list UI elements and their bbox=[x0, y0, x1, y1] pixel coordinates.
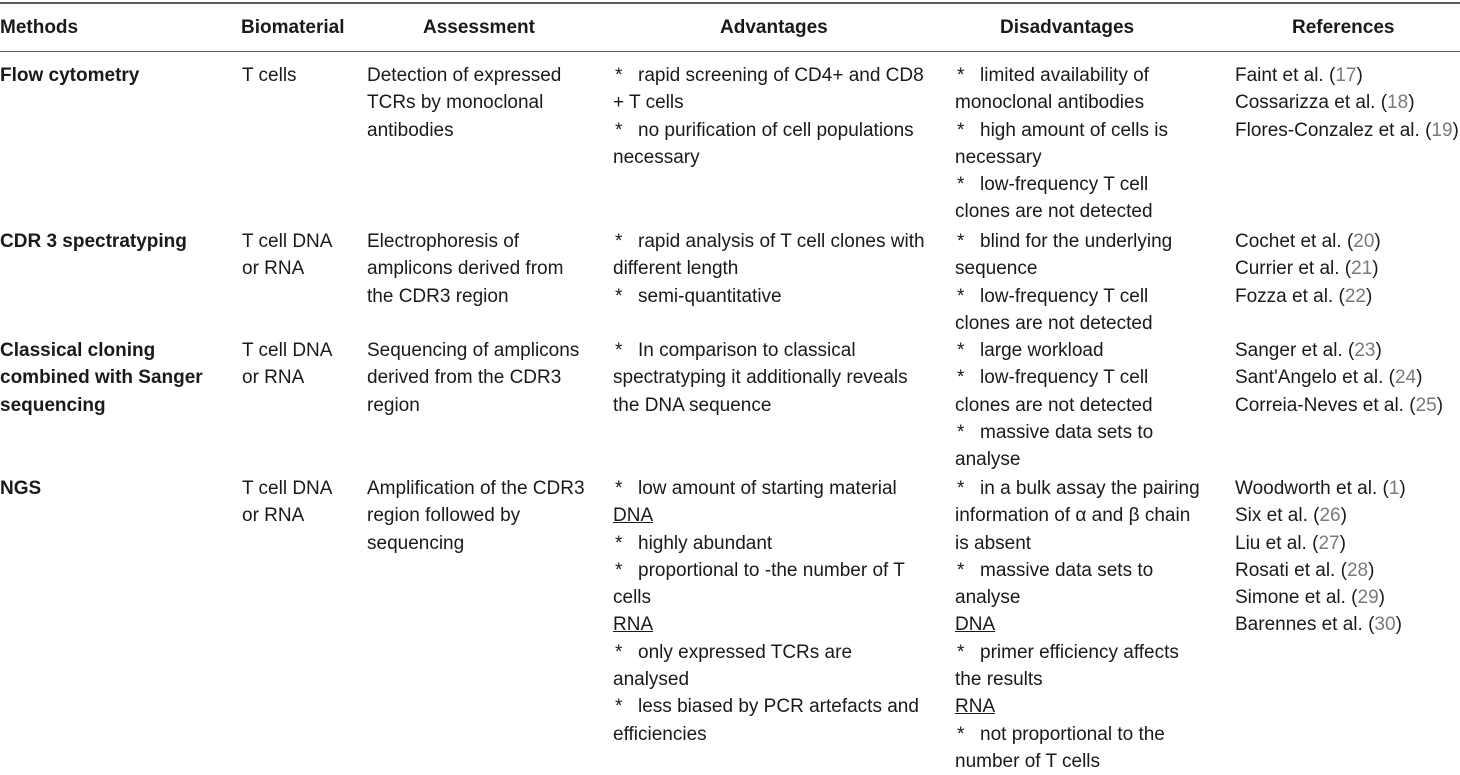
advantages-line bbox=[613, 557, 919, 584]
disadvantages-line bbox=[955, 557, 1200, 584]
reference-author: Six et al. ( bbox=[1235, 505, 1320, 527]
method-line: sequencing bbox=[0, 394, 106, 416]
reference-number: 22 bbox=[1344, 285, 1366, 307]
reference-close: ) bbox=[1340, 505, 1347, 527]
method-cell bbox=[0, 228, 187, 255]
bullet-icon: * bbox=[615, 231, 623, 252]
method-line: Flow cytometry bbox=[0, 65, 140, 86]
method-cell bbox=[0, 475, 41, 502]
disadvantages-cell bbox=[955, 475, 1200, 775]
reference-line bbox=[1235, 228, 1381, 255]
disadvantages-line bbox=[955, 392, 1153, 419]
reference-number: 26 bbox=[1319, 505, 1341, 527]
reference-number: 21 bbox=[1351, 258, 1373, 280]
reference-author: Cochet et al. ( bbox=[1235, 231, 1354, 252]
disadvantages-line bbox=[955, 171, 1168, 198]
reference-number: 24 bbox=[1394, 367, 1417, 389]
bullet-icon: * bbox=[615, 641, 623, 663]
reference-line bbox=[1235, 530, 1406, 557]
reference-line bbox=[1235, 89, 1459, 116]
assessment-line: Detection of expressed bbox=[367, 65, 562, 86]
assessment-cell bbox=[367, 337, 579, 419]
item-text: rapid screening of CD4+ and CD8 bbox=[638, 65, 924, 86]
item-text: analyse bbox=[955, 587, 1021, 609]
disadvantages-line bbox=[955, 255, 1172, 282]
reference-close: ) bbox=[1375, 340, 1382, 361]
bullet-icon: * bbox=[957, 641, 965, 663]
assessment-cell bbox=[367, 228, 563, 310]
reference-author: Currier et al. ( bbox=[1235, 258, 1352, 280]
item-text: analyse bbox=[955, 449, 1021, 471]
bullet-icon: * bbox=[957, 174, 965, 196]
assessment-line: antibodies bbox=[367, 119, 454, 141]
item-text: less biased by PCR artefacts and bbox=[638, 696, 919, 718]
disadvantages-line bbox=[955, 419, 1153, 446]
advantages-line bbox=[613, 283, 925, 310]
assessment-line: region followed by bbox=[367, 505, 521, 527]
reference-author: Faint et al. ( bbox=[1235, 65, 1336, 86]
assessment-line: amplicons derived from bbox=[367, 258, 564, 280]
disadvantages-line bbox=[955, 475, 1200, 502]
item-text: no purification of cell populations bbox=[638, 119, 914, 141]
item-text: the results bbox=[955, 669, 1043, 691]
disadvantages-line bbox=[955, 144, 1168, 171]
advantages-line bbox=[613, 502, 919, 529]
disadvantages-line bbox=[955, 639, 1200, 666]
advantages-cell bbox=[613, 337, 908, 419]
disadvantages-line bbox=[955, 337, 1153, 364]
assessment-line: Amplification of the CDR3 bbox=[367, 478, 585, 499]
advantages-line bbox=[613, 337, 908, 364]
item-text: large workload bbox=[980, 340, 1104, 361]
reference-close: ) bbox=[1416, 367, 1423, 389]
reference-number: 25 bbox=[1415, 394, 1437, 416]
item-text: analysed bbox=[613, 669, 690, 691]
method-cell bbox=[0, 62, 139, 89]
item-text: low-frequency T cell bbox=[980, 285, 1149, 307]
item-text: clones are not detected bbox=[955, 201, 1153, 223]
disadvantages-cell bbox=[955, 62, 1168, 226]
reference-close: ) bbox=[1452, 119, 1459, 141]
reference-number: 20 bbox=[1353, 231, 1375, 252]
method-line: combined with Sanger bbox=[0, 367, 203, 389]
reference-close: ) bbox=[1399, 478, 1406, 499]
bullet-icon: * bbox=[957, 478, 965, 499]
disadvantages-line bbox=[955, 310, 1172, 337]
advantages-line bbox=[613, 693, 919, 720]
bullet-icon: * bbox=[957, 285, 965, 307]
subheading: RNA bbox=[613, 614, 654, 636]
disadvantages-line bbox=[955, 364, 1153, 391]
header-biomaterial: Biomaterial bbox=[241, 17, 345, 38]
reference-number: 17 bbox=[1335, 65, 1357, 86]
bullet-icon: * bbox=[957, 421, 965, 443]
reference-close: ) bbox=[1436, 394, 1444, 416]
assessment-cell bbox=[367, 62, 561, 144]
reference-line bbox=[1235, 502, 1406, 529]
header-rule bbox=[0, 51, 1460, 52]
advantages-line bbox=[613, 530, 919, 557]
disadvantages-line bbox=[955, 198, 1168, 225]
reference-number: 23 bbox=[1354, 340, 1376, 361]
bullet-icon: * bbox=[615, 65, 623, 86]
advantages-line bbox=[613, 62, 924, 89]
bullet-icon: * bbox=[957, 723, 965, 745]
advantages-line bbox=[613, 117, 924, 144]
biomaterial-line: T cell DNA bbox=[242, 478, 333, 499]
biomaterial-line: T cells bbox=[242, 65, 297, 86]
advantages-cell bbox=[613, 228, 925, 310]
reference-author: Cossarizza et al. ( bbox=[1235, 92, 1388, 114]
bullet-icon: * bbox=[957, 340, 965, 361]
reference-author: Barennes et al. ( bbox=[1235, 614, 1375, 636]
reference-number: 19 bbox=[1431, 119, 1453, 141]
method-line: CDR 3 spectratyping bbox=[0, 231, 187, 252]
biomaterial-cell bbox=[242, 337, 332, 392]
item-text: only expressed TCRs are bbox=[638, 641, 853, 663]
item-text: low amount of starting material bbox=[638, 478, 897, 499]
subheading: DNA bbox=[613, 505, 654, 527]
advantages-line bbox=[613, 666, 919, 693]
reference-close: ) bbox=[1378, 587, 1385, 609]
references-cell bbox=[1235, 337, 1443, 419]
advantages-line bbox=[613, 255, 925, 282]
item-text: number of T cells bbox=[955, 750, 1101, 772]
biomaterial-line: or RNA bbox=[242, 505, 305, 527]
bullet-icon: * bbox=[615, 119, 623, 141]
advantages-cell bbox=[613, 62, 924, 171]
reference-close: ) bbox=[1356, 65, 1363, 86]
advantages-line bbox=[613, 639, 919, 666]
reference-author: Liu et al. ( bbox=[1235, 532, 1319, 554]
disadvantages-line bbox=[955, 666, 1200, 693]
bullet-icon: * bbox=[615, 340, 623, 361]
subheading: RNA bbox=[955, 696, 996, 718]
reference-number: 29 bbox=[1357, 587, 1379, 609]
reference-number: 27 bbox=[1318, 532, 1340, 554]
item-text: clones are not detected bbox=[955, 394, 1153, 416]
assessment-line: sequencing bbox=[367, 532, 465, 554]
reference-close: ) bbox=[1372, 258, 1379, 280]
reference-line bbox=[1235, 392, 1443, 419]
item-text: cells bbox=[613, 587, 652, 609]
disadvantages-line bbox=[955, 721, 1200, 748]
bullet-icon: * bbox=[957, 231, 965, 252]
reference-author: Flores-Conzalez et al. ( bbox=[1235, 119, 1432, 141]
item-text: rapid analysis of T cell clones with bbox=[638, 231, 925, 252]
biomaterial-line: T cell DNA bbox=[242, 340, 333, 361]
item-text: efficiencies bbox=[613, 723, 707, 745]
reference-line bbox=[1235, 475, 1406, 502]
item-text: massive data sets to bbox=[980, 421, 1154, 443]
biomaterial-line: or RNA bbox=[242, 258, 305, 280]
assessment-line: Sequencing of amplicons bbox=[367, 340, 580, 361]
advantages-line bbox=[613, 721, 919, 748]
item-text: semi-quantitative bbox=[638, 285, 782, 307]
disadvantages-line bbox=[955, 584, 1200, 611]
reference-close: ) bbox=[1339, 532, 1346, 554]
biomaterial-line: or RNA bbox=[242, 367, 305, 389]
reference-close: ) bbox=[1365, 285, 1373, 307]
reference-close: ) bbox=[1368, 559, 1375, 581]
item-text: necessary bbox=[613, 146, 700, 168]
reference-author: Woodworth et al. ( bbox=[1235, 478, 1389, 499]
advantages-line bbox=[613, 584, 919, 611]
disadvantages-line bbox=[955, 446, 1153, 473]
item-text: necessary bbox=[955, 146, 1042, 168]
item-text: different length bbox=[613, 258, 739, 280]
reference-number: 1 bbox=[1388, 478, 1400, 499]
disadvantages-line bbox=[955, 611, 1200, 638]
advantages-line bbox=[613, 364, 908, 391]
item-text: the DNA sequence bbox=[613, 394, 772, 416]
item-text: high amount of cells is bbox=[980, 119, 1168, 141]
reference-line bbox=[1235, 584, 1406, 611]
references-cell bbox=[1235, 62, 1459, 144]
item-text: not proportional to the bbox=[980, 723, 1165, 745]
disadvantages-line bbox=[955, 117, 1168, 144]
biomaterial-cell bbox=[242, 62, 297, 89]
bullet-icon: * bbox=[957, 559, 965, 581]
item-text: In comparison to classical bbox=[638, 340, 856, 361]
advantages-line bbox=[613, 89, 924, 116]
reference-close: ) bbox=[1395, 614, 1402, 636]
item-text: is absent bbox=[955, 532, 1032, 554]
item-text: low-frequency T cell bbox=[980, 367, 1149, 389]
bullet-icon: * bbox=[615, 559, 623, 581]
item-text: limited availability of bbox=[980, 65, 1149, 86]
reference-number: 18 bbox=[1387, 92, 1409, 114]
disadvantages-line bbox=[955, 283, 1172, 310]
header-assessment: Assessment bbox=[423, 17, 535, 38]
bullet-icon: * bbox=[615, 285, 623, 307]
item-text: blind for the underlying bbox=[980, 231, 1173, 252]
biomaterial-line: T cell DNA bbox=[242, 231, 333, 252]
reference-line bbox=[1235, 364, 1443, 391]
disadvantages-line bbox=[955, 228, 1172, 255]
assessment-line: TCRs by monoclonal bbox=[367, 92, 544, 114]
biomaterial-cell bbox=[242, 475, 332, 530]
reference-line bbox=[1235, 62, 1459, 89]
item-text: spectratyping it additionally reveals bbox=[613, 367, 908, 389]
reference-close: ) bbox=[1374, 231, 1381, 252]
method-line: NGS bbox=[0, 478, 42, 499]
item-text: massive data sets to bbox=[980, 559, 1154, 581]
disadvantages-cell bbox=[955, 228, 1172, 337]
advantages-cell bbox=[613, 475, 919, 748]
reference-line bbox=[1235, 117, 1459, 144]
disadvantages-line bbox=[955, 89, 1168, 116]
advantages-line bbox=[613, 228, 925, 255]
assessment-line: Electrophoresis of bbox=[367, 231, 520, 252]
assessment-line: derived from the CDR3 bbox=[367, 367, 562, 389]
item-text: low-frequency T cell bbox=[980, 174, 1149, 196]
disadvantages-line bbox=[955, 502, 1200, 529]
reference-line bbox=[1235, 337, 1443, 364]
assessment-line: the CDR3 region bbox=[367, 285, 509, 307]
assessment-line: region bbox=[367, 394, 420, 416]
references-cell bbox=[1235, 228, 1381, 310]
advantages-line bbox=[613, 611, 919, 638]
reference-author: Sanger et al. ( bbox=[1235, 340, 1355, 361]
bullet-icon: * bbox=[615, 532, 623, 554]
header-disadvantages: Disadvantages bbox=[1000, 17, 1135, 38]
disadvantages-cell bbox=[955, 337, 1153, 473]
reference-number: 30 bbox=[1374, 614, 1396, 636]
reference-close: ) bbox=[1408, 92, 1415, 114]
item-text: primer efficiency affects bbox=[980, 641, 1179, 663]
bullet-icon: * bbox=[615, 478, 623, 499]
reference-line bbox=[1235, 255, 1381, 282]
reference-author: Simone et al. ( bbox=[1235, 587, 1358, 609]
advantages-line bbox=[613, 144, 924, 171]
advantages-line bbox=[613, 392, 908, 419]
bullet-icon: * bbox=[957, 119, 965, 141]
assessment-cell bbox=[367, 475, 585, 557]
references-cell bbox=[1235, 475, 1406, 639]
reference-author: Rosati et al. ( bbox=[1235, 559, 1347, 581]
header-methods: Methods bbox=[0, 17, 79, 38]
reference-author: Correia-Neves et al. ( bbox=[1235, 394, 1416, 416]
header-advantages: Advantages bbox=[720, 17, 828, 38]
top-rule bbox=[0, 2, 1460, 4]
biomaterial-cell bbox=[242, 228, 332, 283]
disadvantages-line bbox=[955, 530, 1200, 557]
item-text: in a bulk assay the pairing bbox=[980, 478, 1200, 499]
subheading: DNA bbox=[955, 614, 996, 636]
item-text: monoclonal antibodies bbox=[955, 92, 1145, 114]
reference-line bbox=[1235, 611, 1406, 638]
reference-number: 28 bbox=[1346, 559, 1369, 581]
item-text: highly abundant bbox=[638, 532, 773, 554]
item-text: information of α and β chain bbox=[955, 505, 1191, 527]
bullet-icon: * bbox=[957, 367, 965, 389]
item-text: proportional to -the number of T bbox=[638, 559, 905, 581]
item-text: sequence bbox=[955, 258, 1038, 280]
item-text: clones are not detected bbox=[955, 312, 1153, 334]
method-cell bbox=[0, 337, 203, 419]
bullet-icon: * bbox=[957, 65, 965, 86]
header-references: References bbox=[1292, 17, 1395, 38]
reference-author: Fozza et al. ( bbox=[1235, 285, 1345, 307]
advantages-line bbox=[613, 475, 919, 502]
disadvantages-line bbox=[955, 62, 1168, 89]
bullet-icon: * bbox=[615, 696, 623, 718]
item-text: + T cells bbox=[613, 92, 684, 114]
reference-line bbox=[1235, 283, 1381, 310]
reference-author: Sant'Angelo et al. ( bbox=[1235, 367, 1395, 389]
reference-line bbox=[1235, 557, 1406, 584]
disadvantages-line bbox=[955, 693, 1200, 720]
method-line: Classical cloning bbox=[0, 340, 156, 361]
